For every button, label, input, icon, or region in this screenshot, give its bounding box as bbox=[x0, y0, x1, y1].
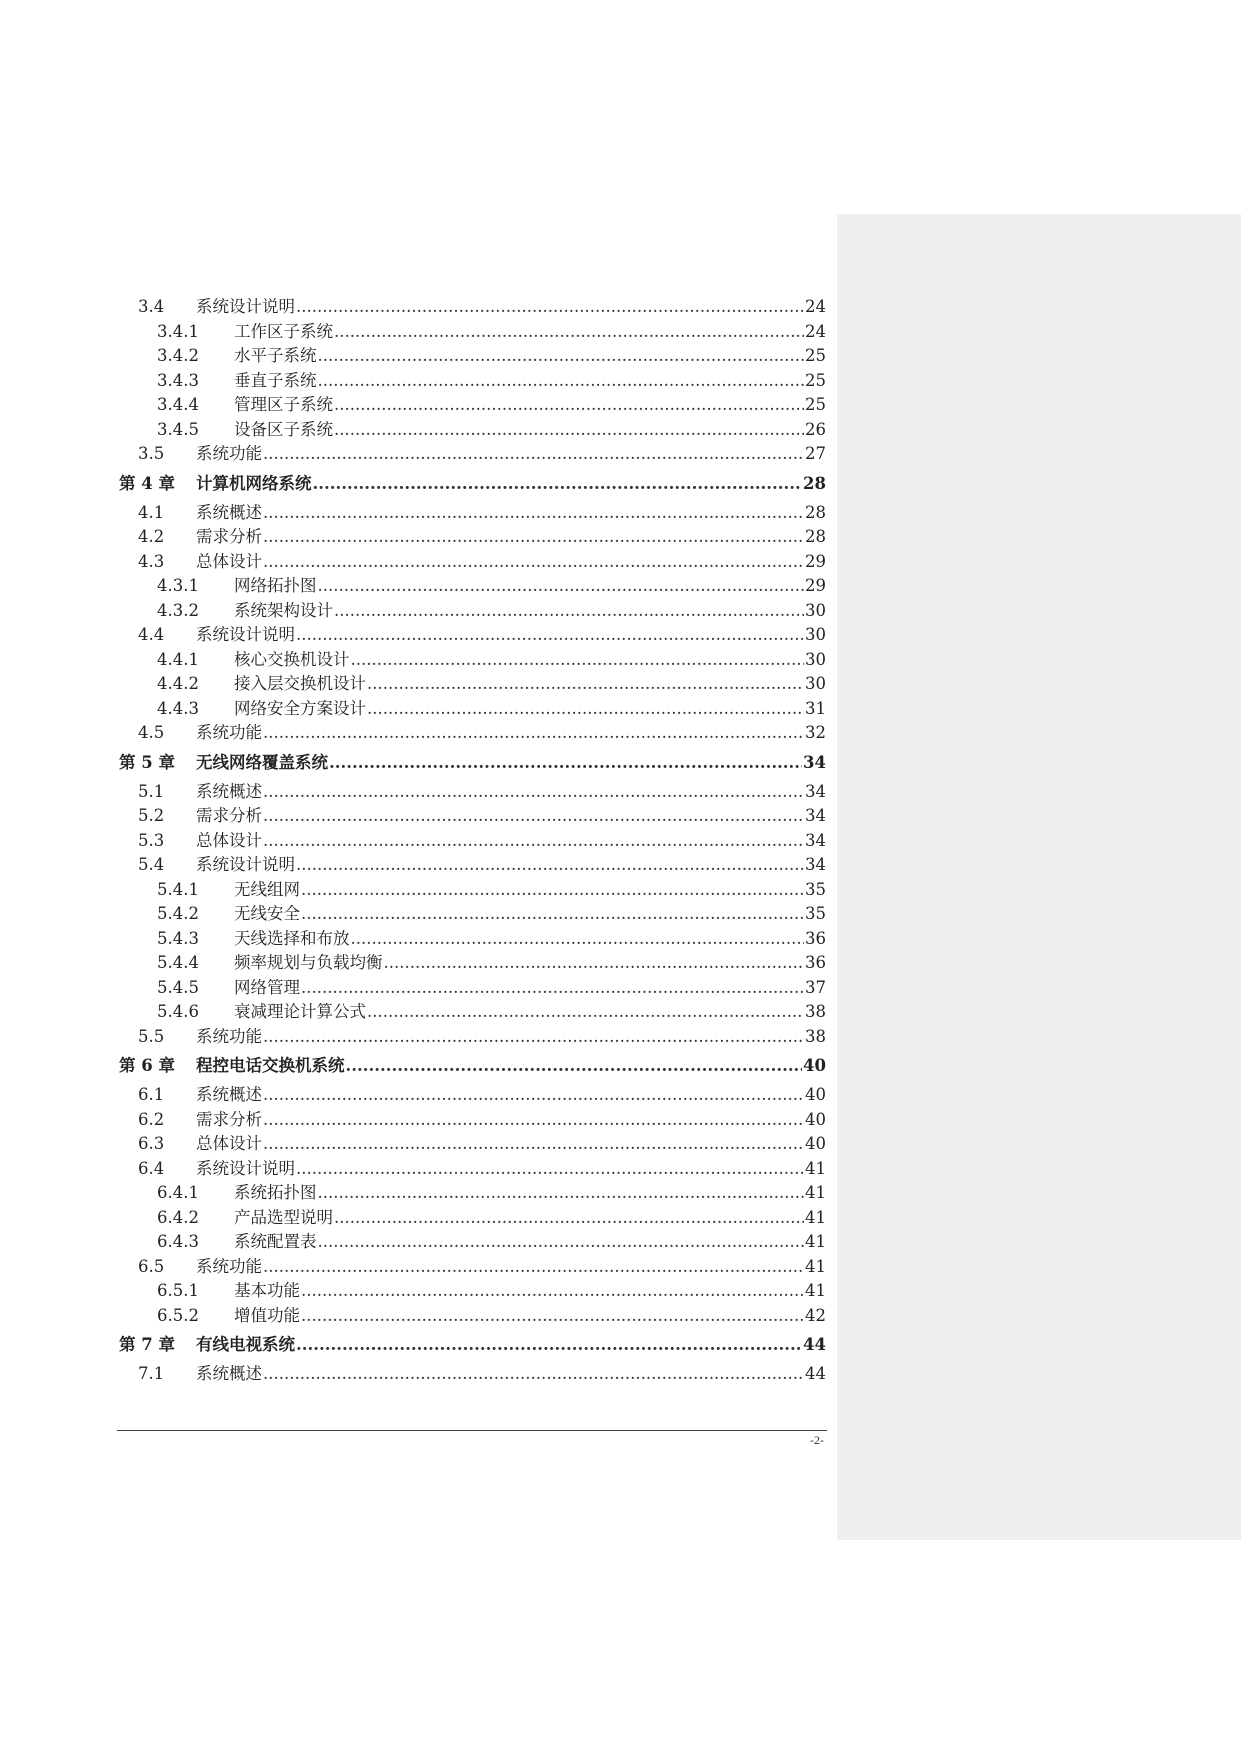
toc-leader-dots bbox=[263, 1132, 804, 1157]
toc-entry-title: 无线组网 bbox=[234, 879, 300, 899]
toc-entry[interactable] bbox=[119, 599, 826, 624]
toc-entry[interactable] bbox=[119, 393, 826, 418]
toc-entry-page: 29 bbox=[805, 551, 826, 571]
toc-entry-number: 3.4.2 bbox=[157, 346, 199, 365]
toc-chapter-entry[interactable] bbox=[119, 746, 826, 780]
toc-entry[interactable] bbox=[119, 1108, 826, 1133]
toc-entry-number: 5.4.3 bbox=[157, 928, 199, 948]
toc-entry-number: 5.1 bbox=[138, 781, 165, 801]
toc-leader-dots bbox=[263, 804, 804, 829]
toc-entry-page: 38 bbox=[805, 1002, 826, 1021]
toc-entry-number: 6.1 bbox=[138, 1085, 165, 1104]
toc-entry-title: 系统概述 bbox=[196, 781, 262, 801]
toc-entry[interactable] bbox=[119, 623, 826, 648]
toc-chapter-entry[interactable] bbox=[119, 1049, 826, 1083]
toc-entry-page: 41 bbox=[805, 1232, 826, 1251]
toc-entry[interactable] bbox=[119, 1000, 826, 1025]
toc-leader-dots bbox=[296, 295, 804, 320]
toc-entry-page: 28 bbox=[805, 502, 826, 522]
footer-divider bbox=[117, 1430, 827, 1431]
toc-entry[interactable] bbox=[119, 525, 826, 550]
toc-entry-page: 37 bbox=[805, 977, 826, 997]
toc-entry-number: 5.4.5 bbox=[157, 977, 199, 997]
toc-entry-number: 6.4.2 bbox=[157, 1207, 199, 1227]
toc-entry-title: 无线网络覆盖系统 bbox=[196, 752, 328, 772]
toc-entry[interactable] bbox=[119, 344, 826, 369]
toc-entry-title: 总体设计 bbox=[196, 830, 262, 850]
toc-leader-dots bbox=[351, 648, 805, 673]
toc-entry-title: 需求分析 bbox=[196, 1109, 262, 1129]
toc-entry[interactable] bbox=[119, 574, 826, 599]
toc-entry[interactable] bbox=[119, 1083, 826, 1108]
toc-leader-dots bbox=[367, 697, 804, 722]
toc-leader-dots bbox=[318, 574, 805, 599]
toc-entry-title: 管理区子系统 bbox=[234, 395, 333, 414]
toc-entry-page: 30 bbox=[805, 649, 826, 669]
toc-leader-dots bbox=[334, 418, 804, 443]
toc-entry-number: 3.4.3 bbox=[157, 370, 199, 390]
toc-entry[interactable] bbox=[119, 550, 826, 575]
toc-entry-page: 41 bbox=[805, 1207, 826, 1227]
toc-entry[interactable] bbox=[119, 1255, 826, 1280]
toc-entry-title: 设备区子系统 bbox=[234, 419, 333, 439]
toc-entry-page: 24 bbox=[805, 321, 826, 341]
toc-entry-number: 4.1 bbox=[138, 502, 165, 522]
toc-entry-title: 系统功能 bbox=[196, 723, 262, 742]
toc-entry[interactable] bbox=[119, 927, 826, 952]
toc-leader-dots bbox=[296, 853, 804, 878]
toc-entry-number: 4.4.1 bbox=[157, 649, 199, 669]
toc-entry-title: 无线安全 bbox=[234, 904, 300, 923]
toc-entry-page: 41 bbox=[805, 1256, 826, 1276]
toc-leader-dots bbox=[384, 951, 805, 976]
toc-entry-page: 30 bbox=[805, 625, 826, 644]
toc-leader-dots bbox=[313, 467, 803, 501]
toc-entry-title: 系统配置表 bbox=[234, 1232, 317, 1251]
toc-entry-page: 34 bbox=[805, 806, 826, 825]
toc-leader-dots bbox=[263, 550, 804, 575]
toc-leader-dots bbox=[318, 344, 805, 369]
toc-entry-number: 3.4.5 bbox=[157, 419, 199, 439]
toc-entry-title: 计算机网络系统 bbox=[196, 473, 312, 493]
toc-leader-dots bbox=[263, 1083, 804, 1108]
toc-entry-page: 34 bbox=[805, 830, 826, 850]
toc-entry-page: 44 bbox=[803, 1335, 826, 1354]
toc-entry[interactable] bbox=[119, 902, 826, 927]
toc-leader-dots bbox=[301, 1279, 804, 1304]
toc-entry-number: 5.5 bbox=[138, 1026, 165, 1046]
toc-entry-title: 系统功能 bbox=[196, 444, 262, 463]
toc-entry-title: 核心交换机设计 bbox=[234, 649, 350, 669]
toc-entry-page: 36 bbox=[805, 928, 826, 948]
toc-entry-page: 42 bbox=[805, 1305, 826, 1325]
toc-entry-page: 41 bbox=[805, 1183, 826, 1202]
toc-entry-number: 4.4.3 bbox=[157, 698, 199, 718]
toc-entry-number: 4.5 bbox=[138, 723, 165, 742]
toc-leader-dots bbox=[301, 1304, 804, 1329]
toc-entry[interactable] bbox=[119, 721, 826, 746]
toc-entry-title: 系统设计说明 bbox=[196, 297, 295, 316]
toc-entry-number: 7.1 bbox=[138, 1364, 165, 1383]
toc-entry-title: 程控电话交换机系统 bbox=[196, 1056, 345, 1075]
toc-entry-number: 6.4 bbox=[138, 1158, 165, 1178]
toc-entry-number: 4.4.2 bbox=[157, 674, 199, 693]
toc-entry-title: 系统功能 bbox=[196, 1256, 262, 1276]
toc-entry-number: 6.5 bbox=[138, 1256, 165, 1276]
toc-entry-page: 35 bbox=[805, 879, 826, 899]
toc-entry-page: 30 bbox=[805, 600, 826, 620]
toc-leader-dots bbox=[334, 320, 804, 345]
toc-entry-title: 衰减理论计算公式 bbox=[234, 1002, 366, 1021]
toc-entry-title: 总体设计 bbox=[196, 1134, 262, 1153]
toc-entry[interactable] bbox=[119, 1362, 826, 1387]
toc-entry-page: 38 bbox=[805, 1026, 826, 1046]
toc-leader-dots bbox=[318, 1181, 805, 1206]
toc-entry-page: 27 bbox=[805, 444, 826, 463]
toc-entry-page: 35 bbox=[805, 904, 826, 923]
toc-leader-dots bbox=[263, 525, 804, 550]
toc-leader-dots bbox=[263, 1108, 804, 1133]
toc-entry-page: 28 bbox=[803, 473, 826, 493]
toc-entry-page: 25 bbox=[805, 395, 826, 414]
toc-entry[interactable] bbox=[119, 780, 826, 805]
toc-entry[interactable] bbox=[119, 853, 826, 878]
toc-entry-title: 基本功能 bbox=[234, 1281, 300, 1300]
toc-leader-dots bbox=[263, 1025, 804, 1050]
toc-leader-dots bbox=[367, 672, 804, 697]
toc-entry-page: 40 bbox=[805, 1109, 826, 1129]
toc-leader-dots bbox=[301, 878, 804, 903]
toc-entry-page: 25 bbox=[805, 370, 826, 390]
toc-entry-number: 5.4.4 bbox=[157, 953, 199, 972]
table-of-contents bbox=[119, 295, 826, 1387]
toc-leader-dots bbox=[263, 442, 804, 467]
toc-leader-dots bbox=[263, 721, 804, 746]
toc-leader-dots bbox=[351, 927, 805, 952]
toc-entry-number: 6.3 bbox=[138, 1134, 165, 1153]
toc-entry[interactable] bbox=[119, 648, 826, 673]
toc-entry-number: 4.2 bbox=[138, 527, 165, 546]
toc-entry[interactable] bbox=[119, 1132, 826, 1157]
toc-leader-dots bbox=[318, 1230, 805, 1255]
toc-leader-dots bbox=[301, 976, 804, 1001]
toc-entry-number: 5.2 bbox=[138, 806, 165, 825]
toc-entry-title: 接入层交换机设计 bbox=[234, 674, 366, 693]
toc-entry-number: 3.4.4 bbox=[157, 395, 199, 414]
toc-entry-page: 40 bbox=[803, 1056, 826, 1075]
toc-entry-number: 5.4 bbox=[138, 855, 165, 874]
toc-leader-dots bbox=[334, 599, 804, 624]
toc-entry-page: 34 bbox=[805, 781, 826, 801]
toc-entry-number: 3.5 bbox=[138, 444, 165, 463]
toc-entry-page: 40 bbox=[805, 1134, 826, 1153]
toc-entry-number: 3.4.1 bbox=[157, 321, 199, 341]
page-number: -2- bbox=[810, 1433, 824, 1447]
toc-entry[interactable] bbox=[119, 418, 826, 443]
toc-entry[interactable] bbox=[119, 976, 826, 1001]
toc-entry[interactable] bbox=[119, 1157, 826, 1182]
toc-entry[interactable] bbox=[119, 1206, 826, 1231]
toc-entry-title: 水平子系统 bbox=[234, 346, 317, 365]
toc-entry[interactable] bbox=[119, 804, 826, 829]
toc-entry-number: 5.4.6 bbox=[157, 1002, 199, 1021]
toc-entry-number: 5.3 bbox=[138, 830, 165, 850]
toc-entry-number: 5.4.1 bbox=[157, 879, 199, 899]
toc-entry-page: 31 bbox=[805, 698, 826, 718]
toc-leader-dots bbox=[263, 501, 804, 526]
toc-entry-page: 29 bbox=[805, 576, 826, 595]
toc-entry-page: 28 bbox=[805, 527, 826, 546]
toc-entry-page: 36 bbox=[805, 953, 826, 972]
toc-entry[interactable] bbox=[119, 1025, 826, 1050]
toc-entry-number: 第 5 章 bbox=[119, 752, 175, 772]
toc-leader-dots bbox=[367, 1000, 804, 1025]
toc-leader-dots bbox=[296, 623, 804, 648]
toc-leader-dots bbox=[318, 369, 805, 394]
toc-entry-title: 工作区子系统 bbox=[234, 321, 333, 341]
toc-entry-title: 需求分析 bbox=[196, 527, 262, 546]
toc-entry-title: 系统功能 bbox=[196, 1026, 262, 1046]
toc-entry-number: 6.4.3 bbox=[157, 1232, 199, 1251]
toc-entry-title: 网络管理 bbox=[234, 977, 300, 997]
toc-entry-number: 6.4.1 bbox=[157, 1183, 199, 1202]
toc-entry[interactable] bbox=[119, 829, 826, 854]
toc-entry-title: 天线选择和布放 bbox=[234, 928, 350, 948]
toc-entry[interactable] bbox=[119, 1181, 826, 1206]
toc-entry[interactable] bbox=[119, 320, 826, 345]
toc-entry-title: 垂直子系统 bbox=[234, 370, 317, 390]
toc-entry-number: 6.5.2 bbox=[157, 1305, 199, 1325]
toc-entry[interactable] bbox=[119, 442, 826, 467]
toc-entry-number: 5.4.2 bbox=[157, 904, 199, 923]
toc-entry-title: 系统概述 bbox=[196, 1364, 262, 1383]
comment-pane bbox=[837, 214, 1241, 1540]
toc-entry-page: 34 bbox=[805, 855, 826, 874]
toc-entry-title: 产品选型说明 bbox=[234, 1207, 333, 1227]
toc-entry-page: 25 bbox=[805, 346, 826, 365]
toc-entry-number: 4.4 bbox=[138, 625, 165, 644]
toc-leader-dots bbox=[263, 1362, 804, 1387]
toc-entry-number: 4.3.2 bbox=[157, 600, 199, 620]
toc-entry-title: 系统拓扑图 bbox=[234, 1183, 317, 1202]
toc-entry-title: 系统架构设计 bbox=[234, 600, 333, 620]
toc-entry-page: 41 bbox=[805, 1281, 826, 1300]
toc-entry-number: 第 7 章 bbox=[119, 1335, 175, 1354]
toc-chapter-entry[interactable] bbox=[119, 467, 826, 501]
toc-entry-title: 网络拓扑图 bbox=[234, 576, 317, 595]
toc-entry[interactable] bbox=[119, 501, 826, 526]
toc-entry[interactable] bbox=[119, 878, 826, 903]
toc-entry[interactable] bbox=[119, 1279, 826, 1304]
toc-entry-title: 需求分析 bbox=[196, 806, 262, 825]
toc-leader-dots bbox=[263, 780, 804, 805]
toc-entry-number: 第 4 章 bbox=[119, 473, 175, 493]
toc-entry[interactable] bbox=[119, 369, 826, 394]
toc-leader-dots bbox=[263, 1255, 804, 1280]
toc-entry-title: 网络安全方案设计 bbox=[234, 698, 366, 718]
toc-leader-dots bbox=[296, 1157, 804, 1182]
toc-entry-page: 24 bbox=[805, 297, 826, 316]
toc-entry-number: 6.2 bbox=[138, 1109, 165, 1129]
toc-entry-number: 4.3 bbox=[138, 551, 165, 571]
toc-entry-number: 3.4 bbox=[138, 297, 165, 316]
toc-entry-title: 频率规划与负载均衡 bbox=[234, 953, 383, 972]
toc-leader-dots bbox=[334, 393, 804, 418]
toc-chapter-entry[interactable] bbox=[119, 1328, 826, 1362]
toc-entry-title: 系统概述 bbox=[196, 502, 262, 522]
toc-entry-page: 30 bbox=[805, 674, 826, 693]
toc-entry-title: 有线电视系统 bbox=[196, 1335, 295, 1354]
toc-entry-number: 4.3.1 bbox=[157, 576, 199, 595]
toc-entry-page: 44 bbox=[805, 1364, 826, 1383]
toc-entry[interactable] bbox=[119, 951, 826, 976]
toc-leader-dots bbox=[263, 829, 804, 854]
toc-leader-dots bbox=[334, 1206, 804, 1231]
toc-entry[interactable] bbox=[119, 1304, 826, 1329]
toc-entry-title: 总体设计 bbox=[196, 551, 262, 571]
toc-entry-number: 6.5.1 bbox=[157, 1281, 199, 1300]
toc-leader-dots bbox=[301, 902, 804, 927]
toc-entry-page: 40 bbox=[805, 1085, 826, 1104]
toc-entry-page: 41 bbox=[805, 1158, 826, 1178]
toc-entry-title: 系统设计说明 bbox=[196, 1158, 295, 1178]
toc-entry-page: 32 bbox=[805, 723, 826, 742]
toc-entry-title: 系统概述 bbox=[196, 1085, 262, 1104]
toc-leader-dots bbox=[346, 1049, 803, 1083]
toc-entry[interactable] bbox=[119, 697, 826, 722]
toc-entry[interactable] bbox=[119, 295, 826, 320]
toc-entry-page: 34 bbox=[803, 752, 826, 772]
toc-entry-number: 第 6 章 bbox=[119, 1056, 175, 1075]
toc-entry-title: 系统设计说明 bbox=[196, 855, 295, 874]
toc-entry[interactable] bbox=[119, 672, 826, 697]
toc-entry-page: 26 bbox=[805, 419, 826, 439]
toc-leader-dots bbox=[296, 1328, 802, 1362]
toc-leader-dots bbox=[329, 746, 802, 780]
toc-entry[interactable] bbox=[119, 1230, 826, 1255]
toc-entry-title: 系统设计说明 bbox=[196, 625, 295, 644]
toc-entry-title: 增值功能 bbox=[234, 1305, 300, 1325]
